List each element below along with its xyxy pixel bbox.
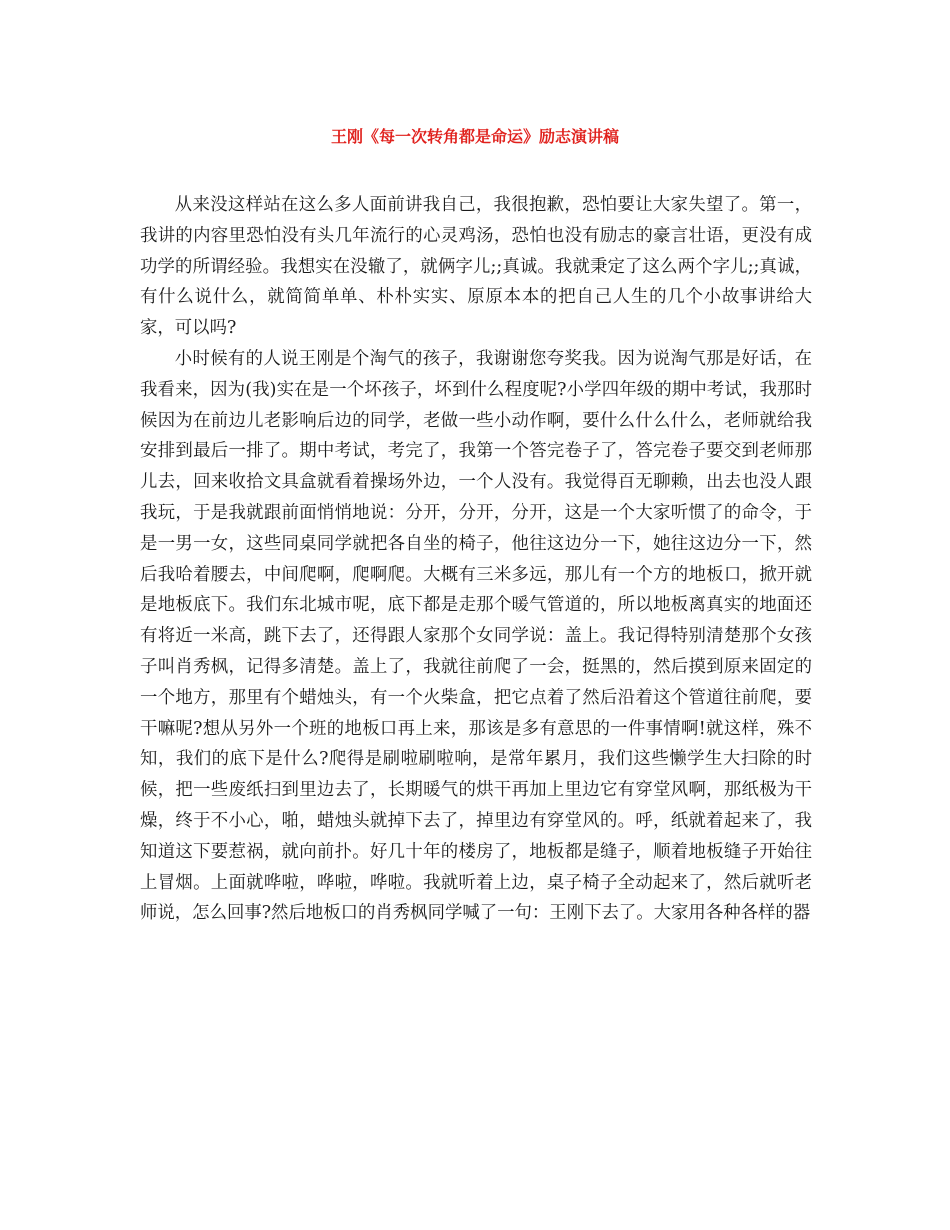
paragraph-1: 从来没这样站在这么多人面前讲我自己，我很抱歉，恐怕要让大家失望了。第一，我讲的内容里恐怕没有头几年流行的心灵鸡汤，恐怕也没有励志的豪言壮语，更没有成功学的所谓经验。我想实在没辙了，就俩字儿;;真诚。我就秉定了这么两个字儿;;真诚，有什么说什么，就简简单单、朴朴实实、原原本本的把自己人生的几个小故事讲给大家，可以吗? bbox=[140, 195, 812, 339]
paragraph-2: 小时候有的人说王刚是个淘气的孩子，我谢谢您夸奖我。因为说淘气那是好话，在我看来，因为(我)实在是一个坏孩子，坏到什么程度呢?小学四年级的期中考试，我那时候因为在前边儿老影响后边的同学，老做一些小动作啊，要什么什么什么，老师就给我安排到最后一排了。期中考试，考完了，我第一个答完卷子了，答完卷子要交到老师那儿去，回来收拾文具盒就看着操场外边，一个人没有。我觉得百无聊赖，出去也没人跟我玩，于是我就跟前面悄悄地说：分开，分开，分开，这是一个大家听惯了的命令，于是一男一女，这些同桌同学就把各自坐的椅子，他往这边分一下，她往这边分一下，然后我哈着腰去，中间爬啊，爬啊爬。大概有三米多远，那儿有一个方的地板口，掀开就是地板底下。我们东北城市呢，底下都是走那个暖气管道的，所以地板离真实的地面还有将近一米高，跳下去了，还得跟人家那个女同学说：盖上。我记得特别清楚那个女孩子叫肖秀枫，记得多清楚。盖上了，我就往前爬了一会，挺黑的，然后摸到原来固定的一个地方，那里有个蜡烛头，有一个火柴盒，把它点着了然后沿着这个管道往前爬，要干嘛呢?想从另外一个班的地板口再上来，那该是多有意思的一件事情啊!就这样，殊不知，我们的底下是什么?爬得是刷啦刷啦响，是常年累月，我们这些懒学生大扫除的时候，把一些废纸扫到里边去了，长期暖气的烘干再加上里边它有穿堂风啊，那纸极为干燥，终于不小心，啪，蜡烛头就掉下去了，掉里边有穿堂风的。呼，纸就着起来了，我知道这下要惹祸，就向前扑。好几十年的楼房了，地板都是缝子，顺着地板缝子开始往上冒烟。上面就哗啦，哗啦，哗啦。我就听着上边，桌子椅子全动起来了，然后就听老师说，怎么回事?然后地板口的肖秀枫同学喊了一句：王刚下去了。大家用各种各样的器 bbox=[140, 348, 812, 924]
document-body bbox=[140, 190, 812, 929]
document-title: 王刚《每一次转角都是命运》励志演讲稿 bbox=[330, 127, 619, 146]
